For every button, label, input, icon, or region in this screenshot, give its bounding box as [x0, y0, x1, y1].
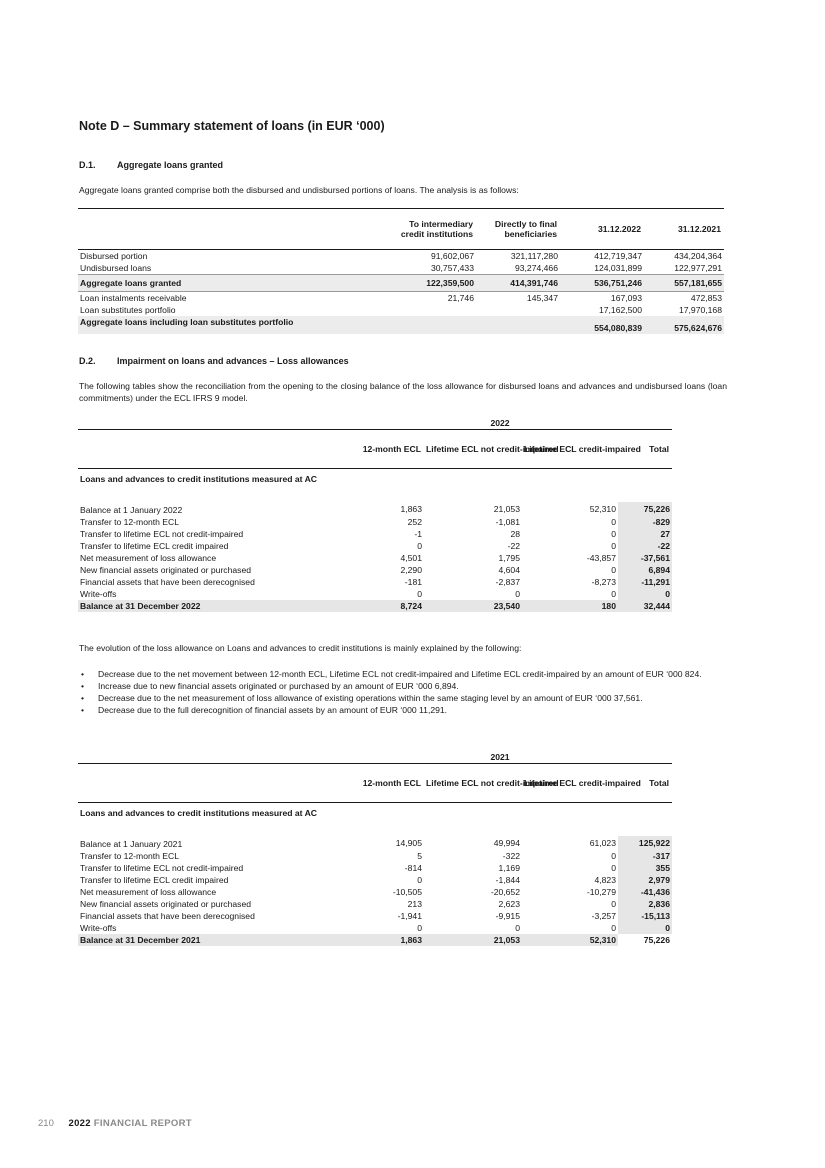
- list-item: • Decrease due to the full derecognition of financial assets by an amount of EUR ‘000 11,291.: [79, 704, 727, 716]
- cell: -1,081: [495, 517, 520, 527]
- d2-intro: The following tables show the reconciliation from the opening to the closing balance of the loss allowance for disbursed loans and advances and undisbursed loans (loan commitments) under the ECL IFRS 9 model.: [79, 381, 727, 403]
- table-row: [78, 922, 672, 934]
- header-total: Total: [618, 764, 672, 803]
- section-title: Aggregate loans granted: [117, 160, 224, 170]
- total-cell: 6,894: [618, 564, 672, 576]
- cell: 536,751,246: [560, 275, 644, 292]
- total-cell: -11,291: [618, 576, 672, 588]
- header-blank: [78, 209, 396, 250]
- table-row: [78, 576, 672, 588]
- cell: 23,540: [424, 600, 522, 612]
- cell: 52,310: [589, 504, 616, 514]
- total-cell: 125,922: [618, 836, 672, 850]
- table-row: [78, 250, 724, 263]
- table-header-row: [78, 430, 672, 469]
- evolution-bullets: [79, 668, 727, 716]
- header-final-beneficiaries: Directly to final beneficiaries: [494, 219, 557, 239]
- row-label: Undisbursed loans: [80, 263, 152, 273]
- cell: 167,093: [560, 292, 644, 305]
- cell: -9,915: [495, 911, 520, 921]
- cell: 5: [417, 851, 422, 861]
- cell: -181: [404, 577, 422, 587]
- total-cell: -37,561: [618, 552, 672, 564]
- table-row: [78, 552, 672, 564]
- cell: 1,169: [498, 863, 520, 873]
- header-blank: [78, 764, 328, 803]
- cell: 414,391,746: [476, 275, 560, 292]
- cell: -20,652: [490, 887, 520, 897]
- cell: [396, 316, 476, 334]
- cell: 412,719,347: [594, 251, 642, 261]
- cell: 21,053: [424, 934, 522, 946]
- row-label: New financial assets originated or purchased: [80, 565, 252, 575]
- cell: 434,204,364: [674, 251, 722, 261]
- table-row: [78, 886, 672, 898]
- table-row: [78, 862, 672, 874]
- cell: 124,031,899: [594, 263, 642, 273]
- cell: 52,310: [522, 934, 618, 946]
- loss-allowance-table-2021: [78, 751, 672, 946]
- section-label: Loans and advances to credit institutions measured at AC: [78, 469, 328, 503]
- cell: 61,023: [589, 838, 616, 848]
- report-year: 2022: [68, 1118, 91, 1129]
- cell: 122,359,500: [396, 275, 476, 292]
- header-lifetime-not-impaired: Lifetime ECL not credit-impaired: [424, 764, 522, 803]
- cell: 17,970,168: [678, 305, 722, 315]
- list-item: • Decrease due to the net movement between 12-month ECL, Lifetime ECL not credit-impaired and Lifetime ECL credit-impaired by an amount of EUR ‘000 824.: [79, 668, 727, 680]
- cell: 21,053: [493, 504, 520, 514]
- table-row: [78, 540, 672, 552]
- total-cell: 355: [618, 862, 672, 874]
- cell: 4,823: [594, 875, 616, 885]
- total-cell: 27: [618, 528, 672, 540]
- section-number: D.1.: [79, 160, 96, 170]
- total-cell: -829: [618, 516, 672, 528]
- cell: 557,181,655: [644, 275, 724, 292]
- list-item: • Increase due to new financial assets originated or purchased by an amount of EUR ‘000 6,894.: [79, 680, 727, 692]
- cell: 180: [522, 600, 618, 612]
- cell: -2,837: [495, 577, 520, 587]
- cell: 4,501: [400, 553, 422, 563]
- cell: 213: [407, 899, 422, 909]
- cell: 1,863: [328, 934, 424, 946]
- cell: -8,273: [591, 577, 616, 587]
- cell: 0: [515, 923, 520, 933]
- row-label: Disbursed portion: [80, 251, 148, 261]
- cell: [476, 304, 560, 316]
- cell: 0: [611, 589, 616, 599]
- cell: -1,941: [397, 911, 422, 921]
- total-cell: 75,226: [618, 502, 672, 516]
- blank: [78, 417, 328, 430]
- row-label: Loan instalments receivable: [78, 292, 396, 305]
- cell: 2,623: [498, 899, 520, 909]
- cell: 1,795: [498, 553, 520, 563]
- cell: 91,602,067: [430, 251, 474, 261]
- cell: -43,857: [586, 553, 616, 563]
- header-2022: 31.12.2022: [597, 224, 641, 234]
- cell: 0: [611, 851, 616, 861]
- blank: [78, 751, 328, 764]
- row-label: Loan substitutes portfolio: [80, 305, 176, 315]
- report-label: FINANCIAL REPORT: [93, 1118, 192, 1129]
- total-cell: 2,979: [618, 874, 672, 886]
- cell: 49,994: [493, 838, 520, 848]
- evolution-intro: The evolution of the loss allowance on Loans and advances to credit institutions is mainly explained by the following:: [79, 643, 522, 653]
- row-label: Transfer to lifetime ECL credit impaired: [80, 541, 229, 551]
- year-row: [78, 417, 672, 430]
- cell: 93,274,466: [514, 263, 558, 273]
- total-cell: -317: [618, 850, 672, 862]
- table-row: [78, 516, 672, 528]
- row-label: Aggregate loans granted: [78, 275, 396, 292]
- row-label: Write-offs: [80, 589, 117, 599]
- cell: 30,757,433: [430, 263, 474, 273]
- cell: 0: [611, 565, 616, 575]
- table-row-total: [78, 275, 724, 292]
- loss-allowance-table-2022: [78, 417, 672, 612]
- row-label: Financial assets that have been derecognised: [80, 911, 255, 921]
- header-total: Total: [618, 430, 672, 469]
- total-cell: 0: [618, 588, 672, 600]
- cell: 0: [417, 923, 422, 933]
- cell: 0: [611, 517, 616, 527]
- table-row: [78, 850, 672, 862]
- header-12m: 12-month ECL: [328, 764, 424, 803]
- total-cell: 2,836: [618, 898, 672, 910]
- row-label: New financial assets originated or purchased: [80, 899, 252, 909]
- year-label: 2022: [328, 417, 672, 430]
- cell: 0: [611, 529, 616, 539]
- total-cell: -22: [618, 540, 672, 552]
- page-footer: [38, 1118, 192, 1129]
- section-d2-heading: [79, 356, 349, 366]
- table-row: [78, 898, 672, 910]
- table-row: [78, 262, 724, 275]
- header-2021: 31.12.2021: [677, 224, 721, 234]
- table-row: [78, 292, 724, 305]
- cell: 321,117,280: [510, 251, 558, 261]
- cell: 21,746: [396, 292, 476, 305]
- d1-intro: Aggregate loans granted comprise both the disbursed and undisbursed portions of loans. The analysis is as follows:: [79, 185, 519, 195]
- table-row: [78, 528, 672, 540]
- total-cell: -41,436: [618, 886, 672, 898]
- section-row: [78, 469, 672, 503]
- header-lifetime-not-impaired: Lifetime ECL not credit-impaired: [424, 430, 522, 469]
- header-blank: [78, 430, 328, 469]
- cell: 122,977,291: [674, 263, 722, 273]
- table-row-total: [78, 600, 672, 612]
- table-row: [78, 588, 672, 600]
- cell: 14,905: [395, 838, 422, 848]
- table-row: [78, 910, 672, 922]
- section-title: Impairment on loans and advances – Loss allowances: [117, 356, 349, 366]
- blank: [328, 469, 672, 503]
- cell: 4,604: [498, 565, 520, 575]
- table-header-row: [78, 764, 672, 803]
- table-row: [78, 502, 672, 516]
- section-label: Loans and advances to credit institutions measured at AC: [78, 803, 328, 837]
- cell: 2,290: [400, 565, 422, 575]
- row-label: Write-offs: [80, 923, 117, 933]
- cell: 0: [611, 923, 616, 933]
- section-row: [78, 803, 672, 837]
- aggregate-loans-table: [78, 208, 724, 334]
- table-row: [78, 564, 672, 576]
- cell: 0: [611, 899, 616, 909]
- row-label: Transfer to 12-month ECL: [80, 517, 180, 527]
- cell: -322: [502, 851, 520, 861]
- cell: 0: [417, 541, 422, 551]
- cell: [476, 316, 560, 334]
- row-label: Balance at 31 December 2021: [78, 934, 328, 946]
- cell: -10,505: [392, 887, 422, 897]
- cell: -1: [414, 529, 422, 539]
- cell: 554,080,839: [560, 316, 644, 334]
- total-cell: -15,113: [618, 910, 672, 922]
- table-row: [78, 874, 672, 886]
- cell: 17,162,500: [598, 305, 642, 315]
- cell: 575,624,676: [644, 316, 724, 334]
- table-row-total: [78, 934, 672, 946]
- cell: 0: [515, 589, 520, 599]
- row-label: Balance at 1 January 2021: [80, 839, 183, 849]
- cell: -3,257: [591, 911, 616, 921]
- cell: 0: [417, 875, 422, 885]
- cell: 472,853: [644, 292, 724, 305]
- table-header-row: [78, 209, 724, 250]
- table-row: [78, 836, 672, 850]
- cell: -10,279: [586, 887, 616, 897]
- header-intermediary: To intermediary credit institutions: [400, 219, 473, 239]
- total-cell: 32,444: [618, 600, 672, 612]
- list-item: • Decrease due to the net measurement of loss allowance of existing operations within the same staging level by an amount of EUR ‘000 37,561.: [79, 692, 727, 704]
- total-cell: 0: [618, 922, 672, 934]
- note-title: Note D – Summary statement of loans (in EUR ‘000): [79, 119, 385, 133]
- header-12m: 12-month ECL: [328, 430, 424, 469]
- row-label: Net measurement of loss allowance: [80, 553, 217, 563]
- row-label: Aggregate loans including loan substitutes portfolio: [78, 316, 396, 334]
- row-label: Balance at 1 January 2022: [80, 505, 183, 515]
- cell: 0: [611, 541, 616, 551]
- blank: [328, 803, 672, 837]
- page-number: 210: [38, 1118, 54, 1129]
- cell: -22: [507, 541, 520, 551]
- year-row: [78, 751, 672, 764]
- row-label: Transfer to 12-month ECL: [80, 851, 180, 861]
- year-label: 2021: [328, 751, 672, 764]
- table-row-total: [78, 316, 724, 334]
- row-label: Transfer to lifetime ECL not credit-impaired: [80, 863, 244, 873]
- cell: 252: [407, 517, 422, 527]
- row-label: Transfer to lifetime ECL credit impaired: [80, 875, 229, 885]
- cell: [396, 304, 476, 316]
- table-row: [78, 304, 724, 316]
- row-label: Financial assets that have been derecognised: [80, 577, 255, 587]
- cell: -1,844: [495, 875, 520, 885]
- cell: 145,347: [476, 292, 560, 305]
- header-lifetime-impaired: Lifetime ECL credit-impaired: [522, 430, 618, 469]
- section-number: D.2.: [79, 356, 96, 366]
- cell: 1,863: [400, 504, 422, 514]
- cell: 0: [417, 589, 422, 599]
- row-label: Net measurement of loss allowance: [80, 887, 217, 897]
- total-cell: 75,226: [618, 934, 672, 946]
- row-label: Balance at 31 December 2022: [78, 600, 328, 612]
- header-lifetime-impaired: Lifetime ECL credit-impaired: [522, 764, 618, 803]
- section-d1-heading: [79, 160, 223, 170]
- cell: 28: [510, 529, 520, 539]
- cell: 0: [611, 863, 616, 873]
- cell: 8,724: [328, 600, 424, 612]
- row-label: Transfer to lifetime ECL not credit-impaired: [80, 529, 244, 539]
- cell: -814: [404, 863, 422, 873]
